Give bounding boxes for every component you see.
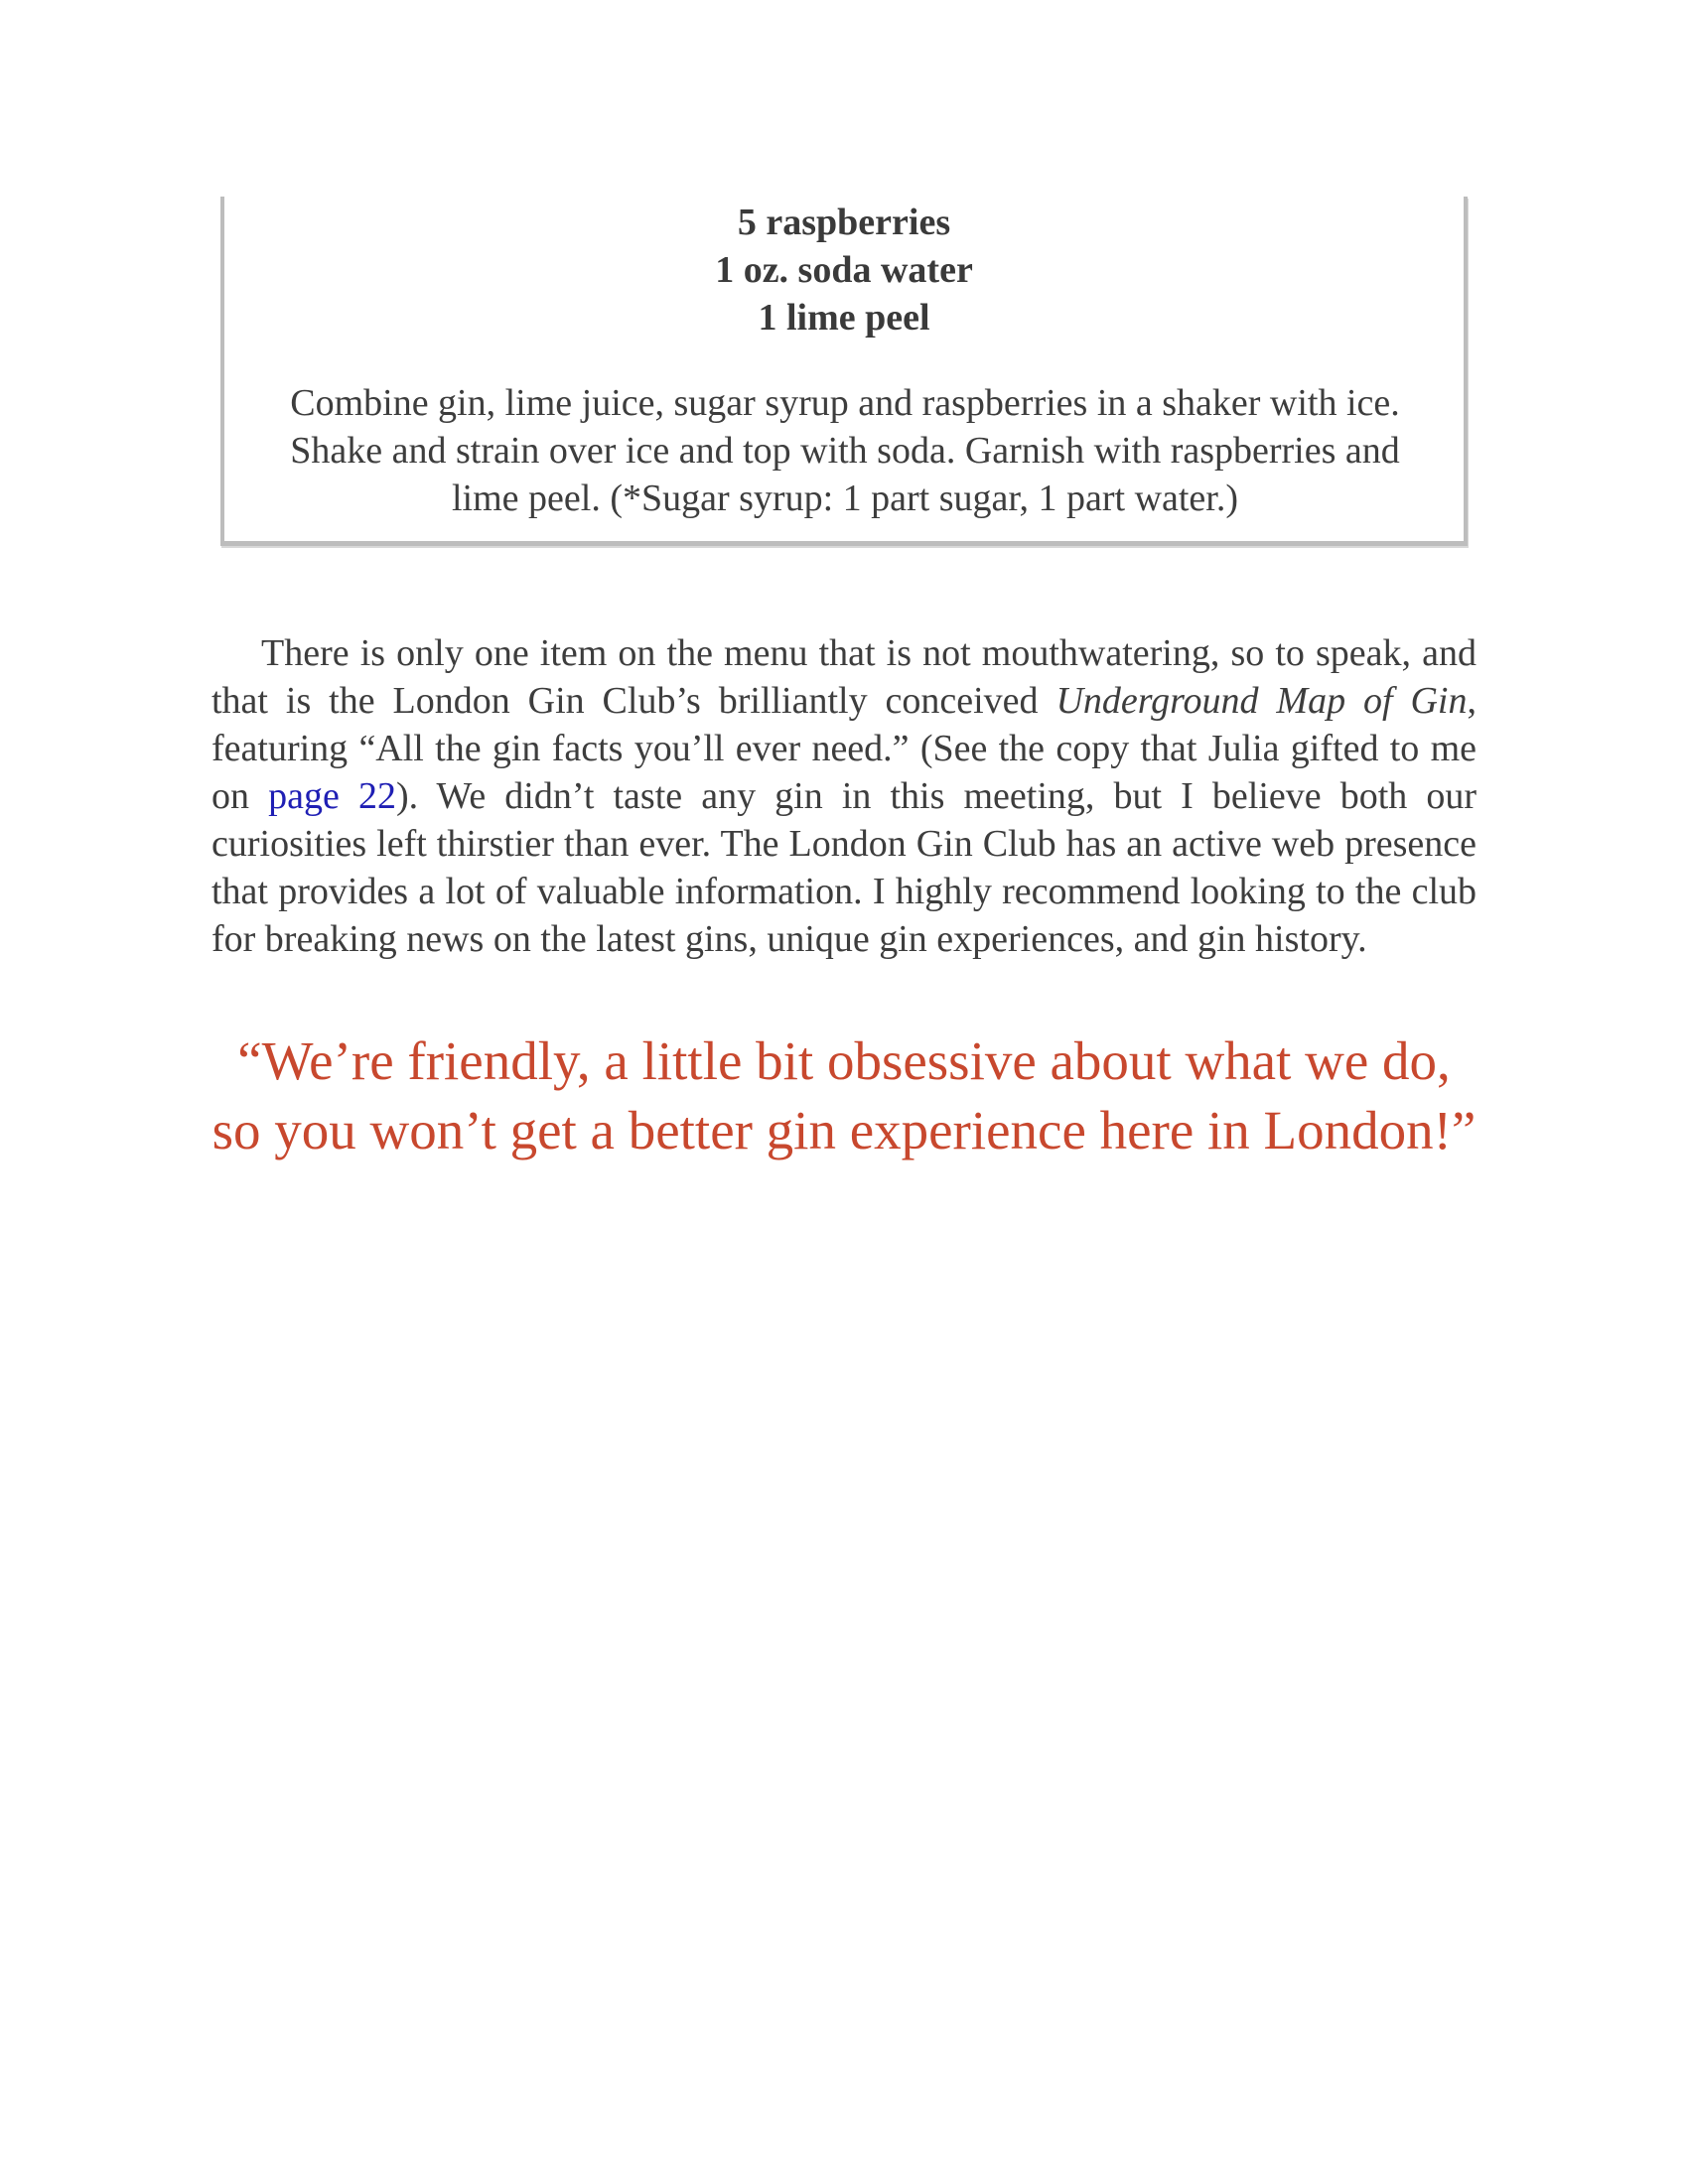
ingredient-list	[224, 199, 1464, 341]
page-22-link[interactable]: page 22	[268, 775, 396, 817]
recipe-directions: Combine gin, lime juice, sugar syrup and raspberries in a shaker with ice. Shake and strain over ice and top with soda. Garnish with raspberries and lime peel. (*Sugar syrup: 1 part sugar, 1 part water.)	[290, 382, 1400, 519]
ingredient-lime-peel: 1 lime peel	[758, 297, 930, 339]
recipe-box	[220, 197, 1468, 546]
pull-quote: “We’re friendly, a little bit obsessive about what we do, so you won’t get a better gin experience here in London!”	[211, 1030, 1477, 1160]
paragraph-text-part1: There is only one item on the menu that is not mouthwatering, so to speak, and that is the London Gin Club’s brilliantly conceived	[211, 632, 1477, 722]
paragraph-text-part2: , featuring “All the gin facts you’ll ever need.” (See the copy that Julia gifted to me on	[211, 680, 1477, 817]
ingredient-raspberries: 5 raspberries	[737, 202, 951, 243]
body-paragraph	[211, 629, 1477, 963]
ingredient-soda-water: 1 oz. soda water	[715, 249, 973, 291]
map-title: Underground Map of Gin	[1055, 680, 1468, 722]
paragraph-text-part3: ). We didn’t taste any gin in this meeting, but I believe both our curiosities left thirstier than ever. The London Gin Club has an active web presence that provides a lot of valuable information. I highly recommend looking to the club for breaking news on the latest gins, unique gin experiences, and gin history.	[211, 775, 1477, 960]
